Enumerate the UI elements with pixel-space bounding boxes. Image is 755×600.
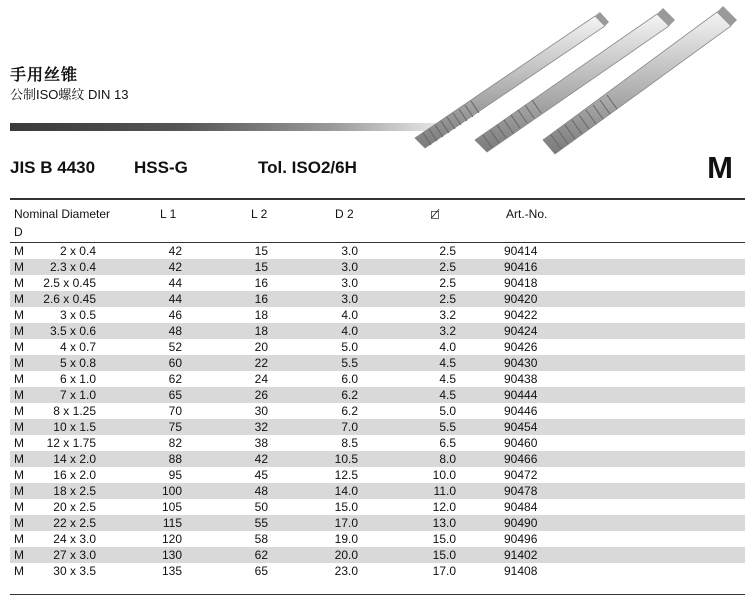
cell-dia: 12 x 1.75 <box>46 436 96 450</box>
cell-l1: 105 <box>161 500 182 514</box>
cell-l1: 130 <box>161 548 182 562</box>
cell-dia: 6 x 1.0 <box>59 372 96 386</box>
cell-l2: 38 <box>254 436 268 450</box>
cell-d2: 3.0 <box>341 292 358 306</box>
cell-sq: 5.5 <box>439 420 456 434</box>
cell-l2: 65 <box>254 564 268 578</box>
cell-d2: 17.0 <box>334 516 358 530</box>
cell-dia: 2 x 0.4 <box>59 244 96 258</box>
cell-dia: 30 x 3.5 <box>53 564 96 578</box>
table-header <box>10 200 745 242</box>
cell-d2: 14.0 <box>334 484 358 498</box>
cell-m: M <box>14 564 24 578</box>
table-row <box>10 355 745 371</box>
cell-l1: 46 <box>168 308 182 322</box>
cell-m: M <box>14 292 24 306</box>
cell-d2: 4.0 <box>341 324 358 338</box>
cell-m: M <box>14 324 24 338</box>
cell-d2: 8.5 <box>341 436 358 450</box>
cell-sq: 8.0 <box>439 452 456 466</box>
cell-d2: 5.5 <box>341 356 358 370</box>
cell-l2: 48 <box>254 484 268 498</box>
col-nominal-diameter-sub: D <box>14 225 23 239</box>
cell-l2: 15 <box>254 244 268 258</box>
cell-dia: 7 x 1.0 <box>59 388 96 402</box>
cell-d2: 3.0 <box>341 260 358 274</box>
standard-label: JIS B 4430 <box>10 158 96 177</box>
cell-art: 90478 <box>504 484 538 498</box>
cell-dia: 22 x 2.5 <box>53 516 96 530</box>
cell-l1: 42 <box>168 244 182 258</box>
header-divider-bar <box>10 123 440 131</box>
cell-d2: 20.0 <box>334 548 358 562</box>
table-row <box>10 547 745 563</box>
cell-dia: 14 x 2.0 <box>53 452 96 466</box>
cell-l2: 18 <box>254 324 268 338</box>
cell-sq: 15.0 <box>432 548 456 562</box>
cell-sq: 3.2 <box>439 324 456 338</box>
cell-l2: 30 <box>254 404 268 418</box>
cell-sq: 6.5 <box>439 436 456 450</box>
cell-l1: 88 <box>168 452 182 466</box>
cell-dia: 5 x 0.8 <box>59 356 96 370</box>
cell-art: 90426 <box>504 340 538 354</box>
col-d2: D 2 <box>335 207 354 221</box>
cell-d2: 23.0 <box>334 564 358 578</box>
cell-art: 90424 <box>504 324 538 338</box>
table-row <box>10 259 745 275</box>
cell-m: M <box>14 468 24 482</box>
cell-dia: 2.5 x 0.45 <box>43 276 96 290</box>
cell-l1: 44 <box>168 276 182 290</box>
cell-d2: 15.0 <box>334 500 358 514</box>
cell-m: M <box>14 532 24 546</box>
table-row <box>10 403 745 419</box>
cell-l2: 62 <box>254 548 268 562</box>
cell-l2: 18 <box>254 308 268 322</box>
table-row <box>10 563 745 579</box>
cell-m: M <box>14 276 24 290</box>
cell-m: M <box>14 372 24 386</box>
cell-art: 90414 <box>504 244 538 258</box>
cell-l2: 32 <box>254 420 268 434</box>
cell-dia: 20 x 2.5 <box>53 500 96 514</box>
cell-sq: 2.5 <box>439 276 456 290</box>
cell-l1: 60 <box>168 356 182 370</box>
cell-m: M <box>14 404 24 418</box>
cell-art: 91408 <box>504 564 538 578</box>
material-label: HSS-G <box>134 158 188 177</box>
cell-sq: 3.2 <box>439 308 456 322</box>
cell-dia: 16 x 2.0 <box>53 468 96 482</box>
table-row <box>10 307 745 323</box>
cell-art: 90484 <box>504 500 538 514</box>
cell-l2: 20 <box>254 340 268 354</box>
cell-l1: 52 <box>168 340 182 354</box>
cell-sq: 4.5 <box>439 372 456 386</box>
cell-l1: 44 <box>168 292 182 306</box>
hand-tap-set-image <box>395 0 755 160</box>
cell-m: M <box>14 244 24 258</box>
table-body <box>10 243 745 579</box>
cell-l1: 100 <box>161 484 182 498</box>
cell-sq: 2.5 <box>439 292 456 306</box>
table-row <box>10 323 745 339</box>
cell-art: 90444 <box>504 388 538 402</box>
cell-art: 90472 <box>504 468 538 482</box>
table-bottom-rule <box>10 594 745 595</box>
cell-l2: 22 <box>254 356 268 370</box>
cell-d2: 5.0 <box>341 340 358 354</box>
cell-d2: 3.0 <box>341 244 358 258</box>
cell-l2: 26 <box>254 388 268 402</box>
cell-l2: 55 <box>254 516 268 530</box>
cell-l1: 82 <box>168 436 182 450</box>
cell-art: 90430 <box>504 356 538 370</box>
product-title: 手用丝锥 <box>10 67 79 84</box>
cell-d2: 6.2 <box>341 404 358 418</box>
table-row <box>10 387 745 403</box>
table-row <box>10 291 745 307</box>
cell-l2: 15 <box>254 260 268 274</box>
cell-l2: 16 <box>254 276 268 290</box>
cell-d2: 10.5 <box>334 452 358 466</box>
cell-art: 90460 <box>504 436 538 450</box>
cell-sq: 5.0 <box>439 404 456 418</box>
product-subtitle: 公制ISO螺纹 DIN 13 <box>10 87 129 102</box>
cell-d2: 3.0 <box>341 276 358 290</box>
cell-l1: 120 <box>161 532 182 546</box>
cell-l2: 50 <box>254 500 268 514</box>
col-art-no: Art.-No. <box>506 207 548 221</box>
table-row <box>10 435 745 451</box>
cell-art: 90466 <box>504 452 538 466</box>
cell-dia: 27 x 3.0 <box>53 548 96 562</box>
table-row <box>10 243 745 259</box>
cell-sq: 4.0 <box>439 340 456 354</box>
cell-sq: 11.0 <box>433 484 456 498</box>
cell-d2: 4.0 <box>341 308 358 322</box>
cell-l1: 70 <box>168 404 182 418</box>
col-square-icon: ◻̸ <box>430 207 440 221</box>
cell-l2: 45 <box>254 468 268 482</box>
cell-dia: 3 x 0.5 <box>59 308 96 322</box>
cell-d2: 7.0 <box>341 420 358 434</box>
table-row <box>10 531 745 547</box>
table-row <box>10 451 745 467</box>
col-l2: L 2 <box>251 207 268 221</box>
table-row <box>10 467 745 483</box>
table-row <box>10 339 745 355</box>
cell-m: M <box>14 436 24 450</box>
cell-dia: 8 x 1.25 <box>53 404 96 418</box>
table-row <box>10 515 745 531</box>
cell-d2: 12.5 <box>334 468 358 482</box>
cell-m: M <box>14 420 24 434</box>
cell-art: 90490 <box>504 516 538 530</box>
cell-art: 90438 <box>504 372 538 386</box>
cell-dia: 2.3 x 0.4 <box>49 260 96 274</box>
cell-sq: 2.5 <box>439 244 456 258</box>
table-row <box>10 371 745 387</box>
table-row <box>10 275 745 291</box>
cell-dia: 4 x 0.7 <box>59 340 96 354</box>
cell-l1: 135 <box>161 564 182 578</box>
cell-sq: 12.0 <box>432 500 456 514</box>
cell-m: M <box>14 260 24 274</box>
cell-l1: 95 <box>168 468 182 482</box>
cell-art: 91402 <box>504 548 538 562</box>
cell-art: 90416 <box>504 260 538 274</box>
cell-art: 90496 <box>504 532 538 546</box>
cell-art: 90422 <box>504 308 538 322</box>
cell-sq: 17.0 <box>432 564 456 578</box>
cell-sq: 13.0 <box>432 516 456 530</box>
cell-l2: 16 <box>254 292 268 306</box>
cell-d2: 19.0 <box>334 532 358 546</box>
cell-art: 90454 <box>504 420 538 434</box>
table-row <box>10 483 745 499</box>
cell-l1: 65 <box>168 388 182 402</box>
cell-m: M <box>14 308 24 322</box>
cell-l1: 42 <box>168 260 182 274</box>
table-row <box>10 499 745 515</box>
cell-l2: 58 <box>254 532 268 546</box>
cell-m: M <box>14 516 24 530</box>
cell-m: M <box>14 548 24 562</box>
cell-dia: 3.5 x 0.6 <box>49 324 96 338</box>
cell-dia: 10 x 1.5 <box>53 420 96 434</box>
cell-sq: 2.5 <box>439 260 456 274</box>
cell-m: M <box>14 452 24 466</box>
cell-l1: 62 <box>168 372 182 386</box>
cell-m: M <box>14 340 24 354</box>
cell-sq: 10.0 <box>432 468 456 482</box>
cell-m: M <box>14 500 24 514</box>
cell-d2: 6.2 <box>341 388 358 402</box>
cell-sq: 4.5 <box>439 356 456 370</box>
cell-m: M <box>14 484 24 498</box>
cell-l2: 42 <box>254 452 268 466</box>
cell-m: M <box>14 388 24 402</box>
cell-sq: 15.0 <box>432 532 456 546</box>
cell-dia: 2.6 x 0.45 <box>43 292 96 306</box>
cell-dia: 24 x 3.0 <box>53 532 96 546</box>
cell-art: 90420 <box>504 292 538 306</box>
cell-dia: 18 x 2.5 <box>53 484 96 498</box>
cell-d2: 6.0 <box>341 372 358 386</box>
cell-art: 90418 <box>504 276 538 290</box>
col-nominal-diameter: Nominal Diameter <box>14 207 111 221</box>
table-row <box>10 419 745 435</box>
cell-l2: 24 <box>254 372 268 386</box>
cell-art: 90446 <box>504 404 538 418</box>
col-l1: L 1 <box>160 207 177 221</box>
cell-l1: 115 <box>162 516 182 530</box>
tolerance-label: Tol. ISO2/6H <box>258 158 357 177</box>
cell-l1: 48 <box>168 324 182 338</box>
cell-sq: 4.5 <box>439 388 456 402</box>
cell-l1: 75 <box>168 420 182 434</box>
cell-m: M <box>14 356 24 370</box>
series-letter: M <box>707 150 733 185</box>
